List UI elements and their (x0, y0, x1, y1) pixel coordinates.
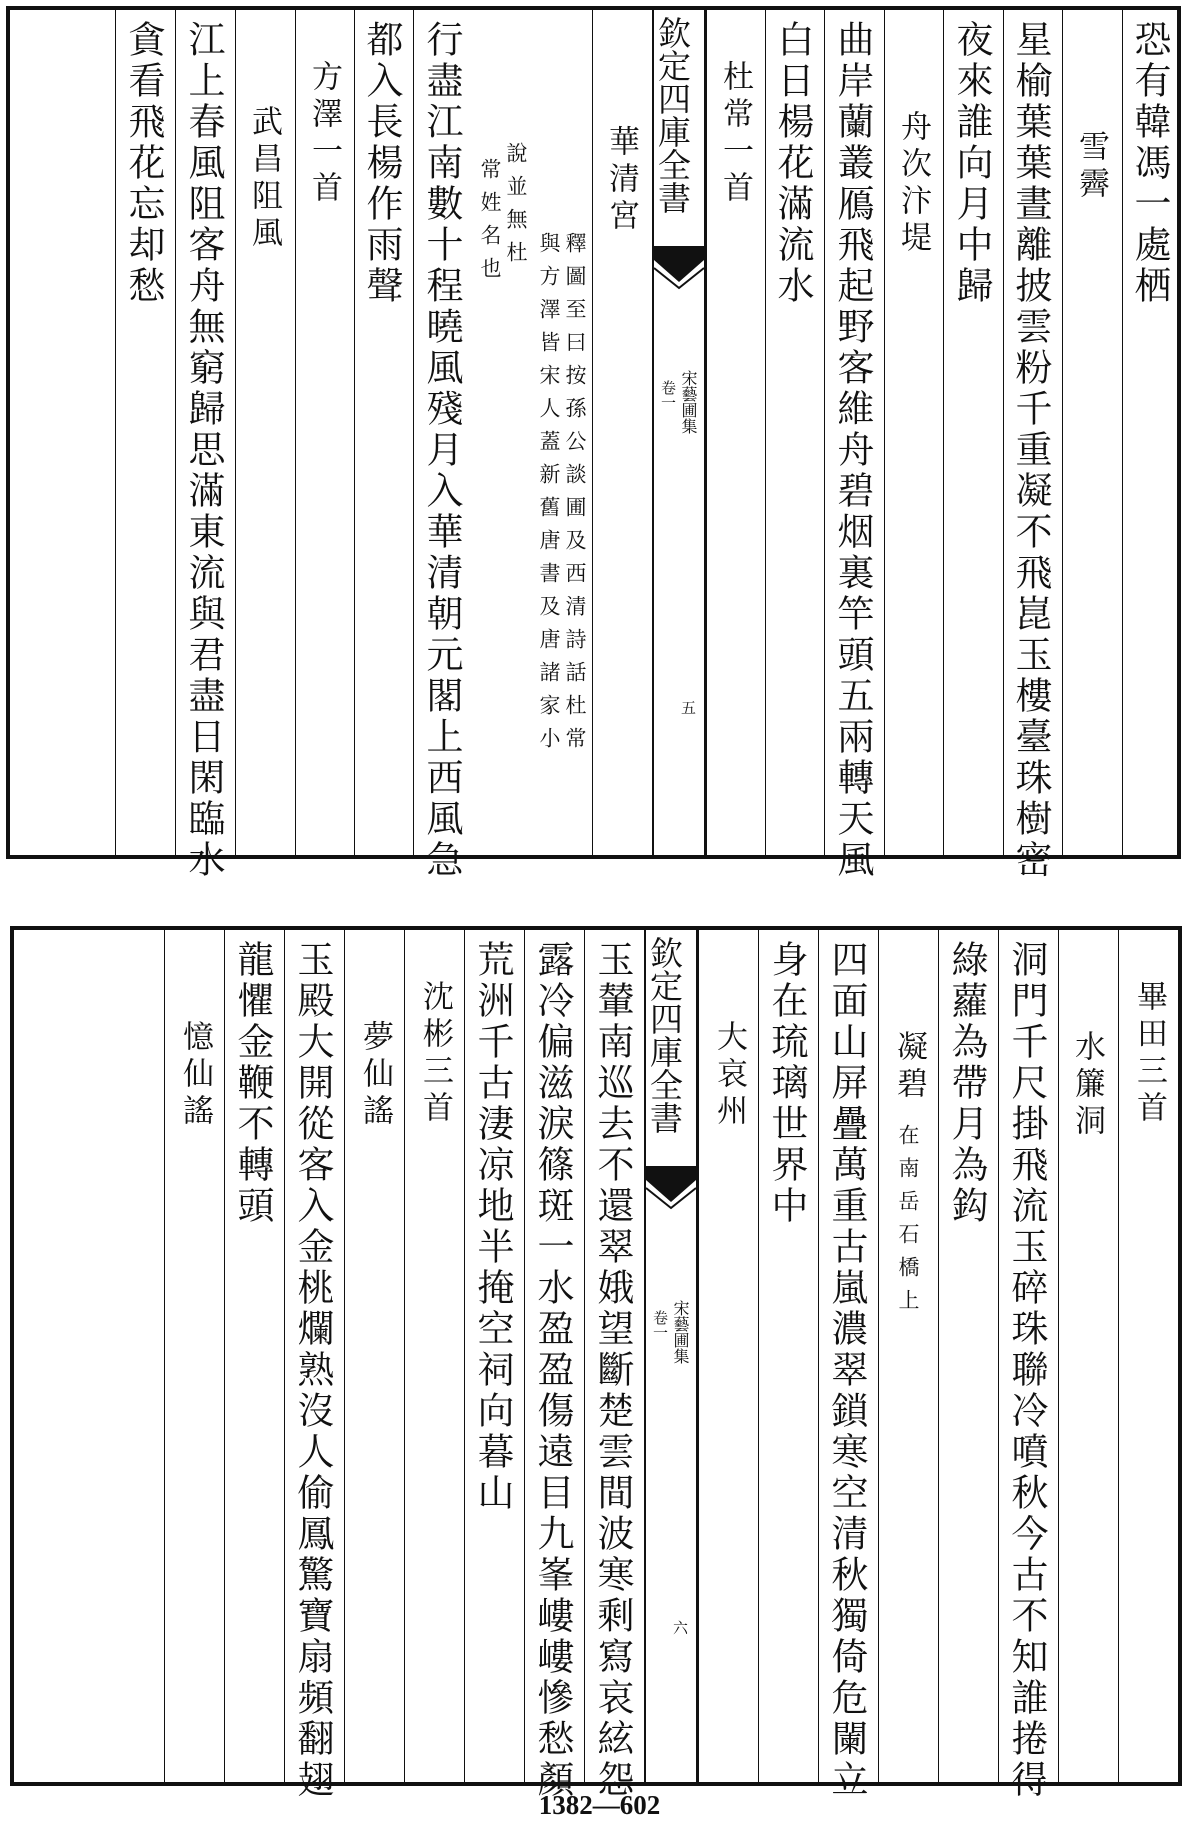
author-line: 方澤一首 (306, 60, 342, 208)
commentary-column (532, 10, 592, 855)
text-column (824, 10, 884, 881)
author-line: 畢田三首 (1131, 980, 1167, 1128)
poem-line: 玉殿大開從客入金桃爛熟沒人偷鳳驚寶扇頻翻翅 (291, 940, 334, 1801)
center-leaf-number: 五 (679, 700, 697, 715)
text-column (884, 10, 943, 855)
poem-line: 行盡江南數十程曉風殘月入華清朝元閣上西風急 (420, 20, 463, 881)
poem-title: 夢仙謠 (357, 1020, 393, 1131)
text-column (698, 930, 758, 1782)
commentary-line: 釋圖至曰按孫公談圃及西清詩話杜常 (563, 232, 587, 760)
text-column (758, 930, 818, 1782)
text-column (464, 930, 524, 1782)
text-column (592, 10, 652, 855)
text-column (175, 10, 235, 881)
text-column (164, 930, 224, 1782)
poem-line: 身在琉璃世界中 (765, 940, 808, 1227)
blank-column (10, 10, 115, 855)
text-column (224, 930, 284, 1782)
text-column (584, 930, 644, 1801)
commentary-line: 說並無杜 (504, 142, 528, 274)
commentary-line: 與方澤皆宋人蓋新舊唐書及唐諸家小 (537, 232, 561, 760)
top-page (6, 6, 1181, 881)
poem-line: 江上春風阻客舟無窮歸思滿東流與君盡日閑臨水 (182, 20, 225, 881)
text-column (938, 930, 998, 1782)
center-book-title: 宋藝圃集 (679, 370, 698, 434)
poem-line: 貪看飛花忘却愁 (122, 20, 165, 307)
text-column (235, 10, 295, 855)
text-column (115, 10, 175, 855)
text-column (706, 10, 765, 855)
fish-tail-ornament (654, 246, 704, 318)
author-line: 沈彬三首 (417, 980, 453, 1128)
poem-title: 華清宮 (603, 125, 639, 236)
text-column (1058, 930, 1118, 1782)
poem-line: 恐有韓馮一處栖 (1128, 20, 1171, 307)
text-column (818, 930, 878, 1801)
poem-title: 大哀州 (711, 1020, 747, 1131)
text-column (1062, 10, 1122, 855)
poem-line: 玉輦南巡去不還翠娥望斷楚雲間波寒剩寫哀絃怨 (591, 940, 634, 1801)
poem-line: 綠蘿為帶月為鈎 (945, 940, 988, 1227)
fish-tail-icon (646, 1168, 696, 1238)
poem-line: 星榆葉葉晝離披雲粉千重凝不飛崑玉樓臺珠樹密 (1009, 20, 1052, 881)
commentary-line: 常姓名也 (478, 158, 502, 290)
author-line: 杜常一首 (717, 60, 753, 208)
poem-line: 洞門千尺掛飛流玉碎珠聯冷噴秋今古不知誰捲得 (1005, 940, 1048, 1801)
poem-note: 在南岳石橋上 (896, 1124, 920, 1322)
poem-line: 都入長楊作雨聲 (360, 20, 403, 307)
text-column (943, 10, 1003, 855)
center-title: 欽定四庫全書 (645, 936, 684, 1134)
text-column (524, 930, 584, 1801)
poem-line: 白日楊花滿流水 (771, 20, 814, 307)
fish-tail-icon (654, 248, 704, 318)
page-footer-number: 1382—602 (538, 1790, 661, 1820)
commentary-column (473, 10, 532, 855)
center-book-title: 宋藝圃集 (671, 1300, 690, 1364)
center-juan: 卷一 (659, 380, 677, 410)
poem-line: 龍懼金鞭不轉頭 (231, 940, 274, 1227)
poem-title: 舟次汴堤 (895, 110, 931, 258)
center-juan: 卷一 (651, 1310, 669, 1340)
poem-title: 水簾洞 (1069, 1030, 1105, 1141)
text-column (1118, 930, 1182, 1782)
text-column (295, 10, 354, 855)
center-title: 欽定四庫全書 (653, 16, 692, 214)
bottom-page (10, 926, 1182, 1801)
poem-line: 曲岸蘭叢鴈飛起野客維舟碧烟裏竿頭五兩轉天風 (831, 20, 874, 881)
fish-tail-ornament (646, 1166, 696, 1238)
text-column (284, 930, 344, 1801)
poem-line: 四面山屏疊萬重古嵐濃翠鎖寒空清秋獨倚危闌立 (825, 940, 868, 1801)
text-column (878, 930, 938, 1782)
poem-title: 武昌阻風 (246, 105, 282, 253)
text-column (413, 10, 473, 881)
poem-line: 荒洲千古淒凉地半掩空祠向暮山 (471, 940, 514, 1514)
text-column (1122, 10, 1181, 855)
poem-line: 露冷偏滋淚篠斑一水盈盈傷遠目九峯嶁嶁慘愁顏 (531, 940, 574, 1801)
text-column (404, 930, 464, 1782)
text-column (998, 930, 1058, 1801)
text-column (1003, 10, 1062, 881)
poem-line: 夜來誰向月中歸 (950, 20, 993, 307)
center-fold (652, 10, 706, 855)
center-fold (644, 930, 698, 1782)
poem-title: 雪霽 (1073, 130, 1109, 204)
poem-title: 憶仙謠 (177, 1020, 213, 1131)
text-column (344, 930, 404, 1782)
text-column (765, 10, 824, 855)
poem-title: 凝碧 (891, 1030, 927, 1104)
center-leaf-number: 六 (671, 1620, 689, 1635)
text-column (354, 10, 413, 855)
blank-column (14, 930, 164, 1782)
